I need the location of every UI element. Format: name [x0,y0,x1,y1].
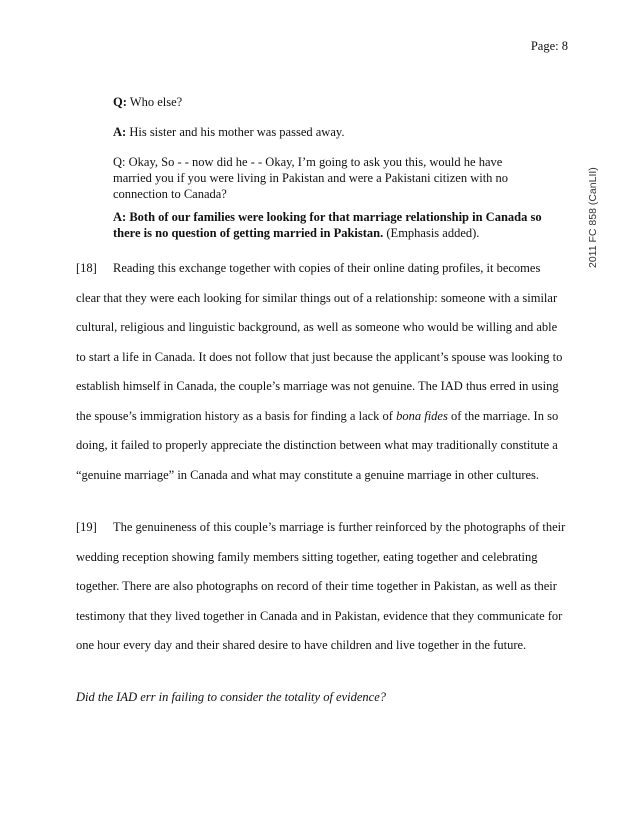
page-number: Page: 8 [530,39,568,53]
question-married-in-pakistan: Q: Okay, So - - now did he - - Okay, I’m going to ask you this, would he have married you if you were living in Pakistan and were a Pakistani citizen with no connection to Canada? [113,155,509,201]
section-heading-question: Did the IAD err in failing to consider the totality of evidence? [76,690,387,704]
answer-sister-mother [113,124,543,140]
paragraph-number: [18] [76,261,97,275]
emphasis-note: (Emphasis added). [383,226,480,240]
a-text: His sister and his mother was passed away. [126,125,345,139]
paragraph-text: The genuineness of this couple’s marriage is further reinforced by the photographs of their wedding reception showing family members sitting together, eating together and celebrating together. There are also photographs on record of their time together in Pakistan, as well as their testimony that they lived together in Canada and in Pakistan, evidence that they communicate for one hour every day and their shared desire to have children and live together in the future. [76,520,566,652]
paragraph-italic-term: bona fides [396,408,448,423]
q-text: Who else? [126,95,183,109]
canlii-citation-watermark: 2011 FC 858 (CanLII) [587,167,599,268]
q-prefix: Q: [113,95,127,109]
paragraph-18 [76,254,566,490]
paragraph-19 [76,513,566,661]
paragraph-text-part1: Reading this exchange together with copies of their online dating profiles, it becomes clear that they were each looking for similar things out of a relationship: someone with a similar cultural, religious and linguistic background, as well as someone who would be willing and able to start a life in Canada. It does not follow that just because the applicant’s spouse was looking to establish himself in Canada, the couple’s marriage was not genuine. The IAD thus erred in using the spouse’s immigration history as a basis for finding a lack of [76,261,563,423]
a-prefix: A: [113,125,127,139]
answer-families-looking [113,209,543,241]
paragraph-number: [19] [76,520,97,534]
answer-bold-text: A: Both of our families were looking for that marriage relationship in Canada so there is no question of getting married in Pakistan. [113,210,542,240]
paragraph-text-part2: of the marriage. In so doing, it failed to properly appreciate the distinction between what may traditionally constitute a “genuine marriage” in Canada and what may constitute a genuine marriage in other cultures. [76,408,559,482]
question-who-else [113,94,543,110]
